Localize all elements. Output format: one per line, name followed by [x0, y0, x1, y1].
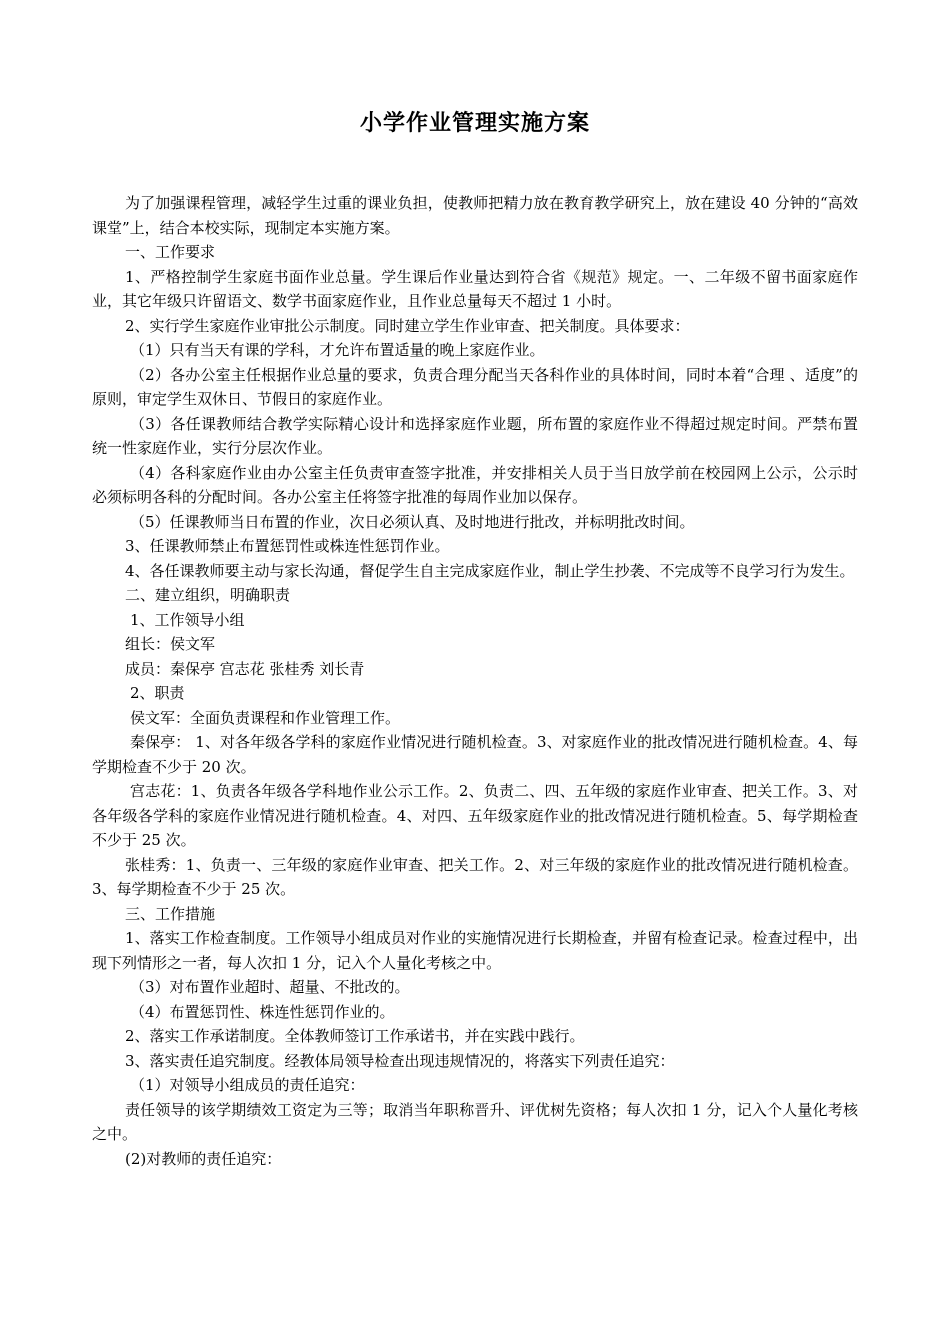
- paragraph: （4）各科家庭作业由办公室主任负责审查签字批准，并安排相关人员于当日放学前在校园网上公示，公示时必须标明各科的分配时间。各办公室主任将签字批准的每周作业加以保存。: [92, 463, 858, 506]
- paragraph: 4、各任课教师要主动与家长沟通，督促学生自主完成家庭作业，制止学生抄袭、不完成等不良学习行为发生。: [125, 561, 855, 580]
- paragraph: 秦保亭： 1、对各年级各学科的家庭作业情况进行随机检查。3、对家庭作业的批改情况进行随机检查。4、每学期检查不少于 20 次。: [92, 733, 858, 776]
- paragraph: 1、严格控制学生家庭书面作业总量。学生课后作业量达到符合省《规范》规定。一、二年级不留书面家庭作业，其它年级只许留语文、数学书面家庭作业，且作业总量每天不超过 1 小时。: [92, 267, 858, 310]
- paragraph: 成员：秦保亭 宫志花 张桂秀 刘长青: [125, 659, 365, 678]
- paragraph: (2)对教师的责任追究：: [125, 1149, 282, 1168]
- paragraph: 一、工作要求: [125, 243, 216, 261]
- paragraph: 2、落实工作承诺制度。全体教师签订工作承诺书，并在实践中践行。: [125, 1027, 585, 1045]
- paragraph: 2、职责: [130, 684, 185, 702]
- paragraph: 二、建立组织，明确职责: [125, 586, 291, 604]
- paragraph: （3）各任课教师结合教学实际精心设计和选择家庭作业题，所布置的家庭作业不得超过规定时间。严禁布置统一性家庭作业，实行分层次作业。: [92, 414, 858, 457]
- paragraph: 责任领导的该学期绩效工资定为三等；取消当年职称晋升、评优树先资格；每人次扣 1 分，记入个人量化考核之中。: [92, 1100, 858, 1143]
- paragraph: 张桂秀：1、负责一、三年级的家庭作业审查、把关工作。2、对三年级的家庭作业的批改情况进行随机检查。3、每学期检查不少于 25 次。: [92, 855, 858, 898]
- document-body: [92, 191, 858, 1171]
- paragraph: 为了加强课程管理，减轻学生过重的课业负担，使教师把精力放在教育教学研究上，放在建设 40 分钟的“高效课堂”上，结合本校实际，现制定本实施方案。: [92, 194, 858, 237]
- paragraph: 三、工作措施: [125, 904, 216, 923]
- paragraph: 3、任课教师禁止布置惩罚性或株连性惩罚作业。: [125, 537, 450, 555]
- paragraph: （4）布置惩罚性、株连性惩罚作业的。: [130, 1002, 395, 1021]
- paragraph: （1）只有当天有课的学科，才允许布置适量的晚上家庭作业。: [130, 341, 545, 359]
- paragraph: 2、实行学生家庭作业审批公示制度。同时建立学生作业审查、把关制度。具体要求：: [125, 316, 690, 335]
- paragraph: 侯文军：全面负责课程和作业管理工作。: [130, 708, 401, 727]
- paragraph: （3）对布置作业超时、超量、不批改的。: [130, 978, 410, 996]
- paragraph: （1）对领导小组成员的责任追究：: [130, 1076, 365, 1094]
- paragraph: 1、落实工作检查制度。工作领导小组成员对作业的实施情况进行长期检查，并留有检查记录。检查过程中，出现下列情形之一者，每人次扣 1 分，记入个人量化考核之中。: [92, 929, 858, 972]
- paragraph: 1、工作领导小组: [130, 610, 245, 629]
- paragraph: （2）各办公室主任根据作业总量的要求，负责合理分配当天各科作业的具体时间，同时本着“合理 、适度”的原则，审定学生双休日、节假日的家庭作业。: [92, 365, 858, 408]
- paragraph: （5）任课教师当日布置的作业，次日必须认真、及时地进行批改，并标明批改时间。: [130, 512, 695, 531]
- document-title: 小学作业管理实施方案: [359, 110, 590, 136]
- paragraph: 组长：侯文军: [125, 635, 216, 653]
- paragraph: 宫志花：1、负责各年级各学科地作业公示工作。2、负责二、四、五年级的家庭作业审查、把关工作。3、对各年级各学科的家庭作业情况进行随机检查。4、对四、五年级家庭作业的批改情况进行随机检查。5、每学期检查不少于 25 次。: [92, 782, 858, 849]
- paragraph: 3、落实责任追究制度。经教体局领导检查出现违规情况的，将落实下列责任追究：: [125, 1051, 675, 1070]
